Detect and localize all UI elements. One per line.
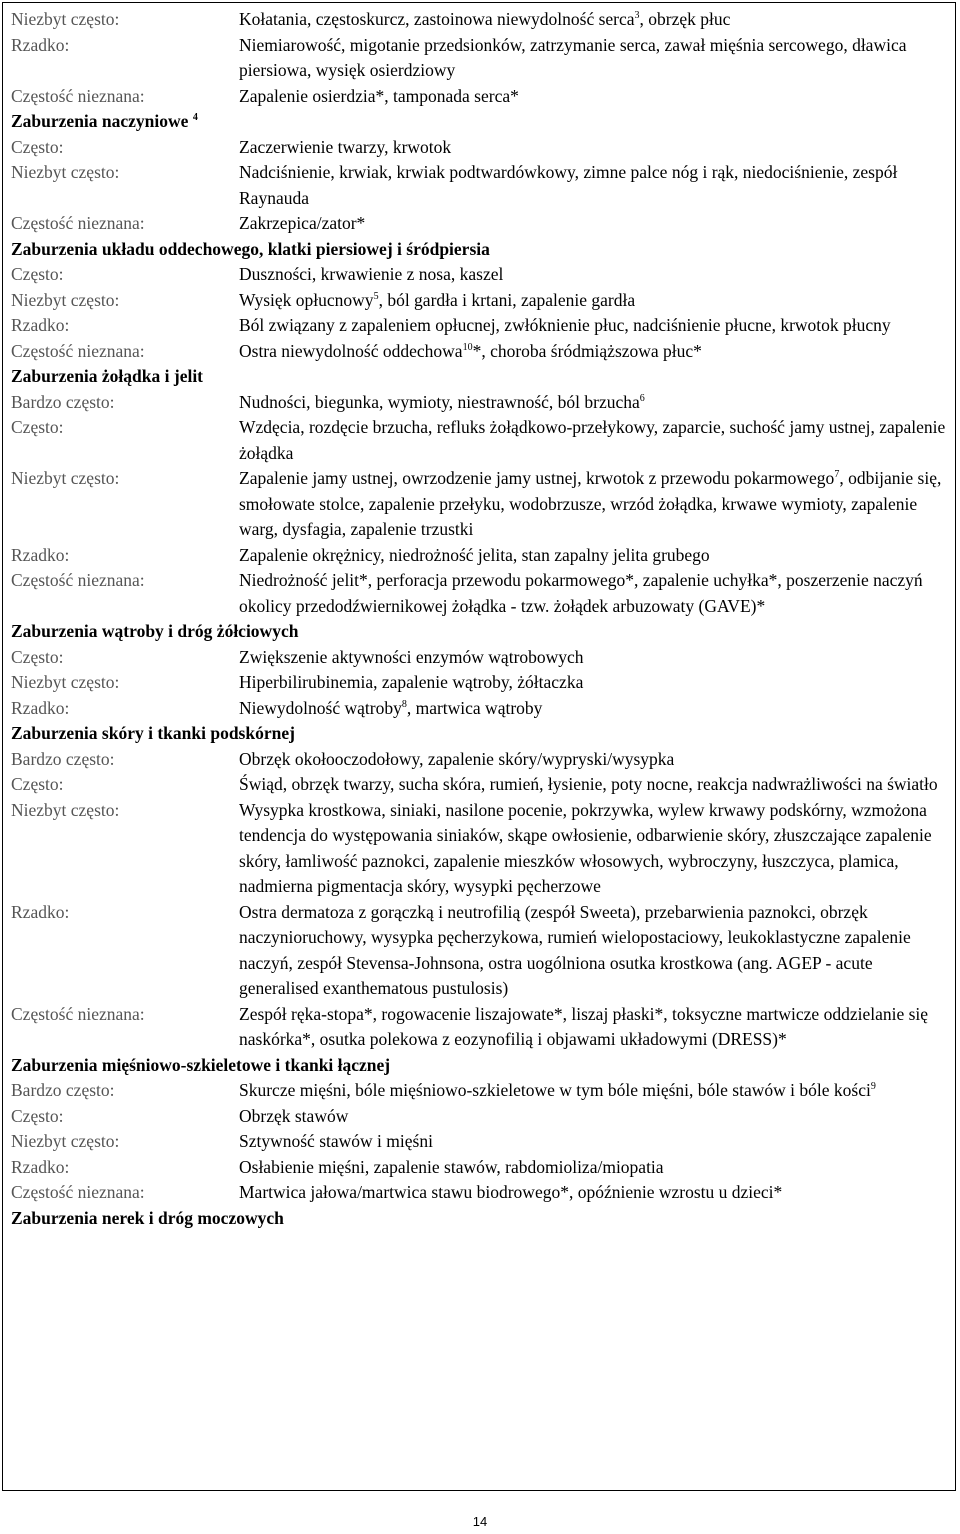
frequency-label: Rzadko: <box>11 315 70 335</box>
table-row <box>3 798 955 900</box>
table-row <box>3 1155 955 1181</box>
table-row <box>3 211 955 237</box>
reaction-description: Obrzęk okołooczodołowy, zapalenie skóry/wypryski/wysypka <box>239 748 675 769</box>
table-body <box>3 7 955 1231</box>
table-row <box>3 390 955 416</box>
category-heading: Zaburzenia nerek i dróg moczowych <box>11 1207 284 1228</box>
reaction-description: Zapalenie jamy ustnej, owrzodzenie jamy ustnej, krwotok z przewodu pokarmowego$^7$, odbijanie się, smołowate stolce, zapalenie przełyku, wodobrzusze, wrzód żołądka, krwawe wymioty, zapalenie warg, dysfagia, zapalenie trzustki <box>239 468 942 539</box>
category-heading: Zaburzenia żołądka i jelit <box>11 366 204 386</box>
document-table <box>2 2 956 1491</box>
table-row <box>3 900 955 1002</box>
table-row <box>3 670 955 696</box>
frequency-label: Często: <box>11 774 64 794</box>
table-row <box>3 160 955 211</box>
table-row <box>3 543 955 569</box>
frequency-label: Rzadko: <box>11 1156 70 1177</box>
table-row <box>3 1180 955 1206</box>
table-row <box>3 645 955 671</box>
footnote-ref: 7 <box>834 469 840 481</box>
footnote-ref: 5 <box>373 290 379 302</box>
category-heading: Zaburzenia układu oddechowego, klatki piersiowej i śródpiersia <box>11 238 490 259</box>
table-row <box>3 84 955 110</box>
reaction-description: Zwiększenie aktywności enzymów wątrobowych <box>239 646 584 667</box>
table-row <box>3 1104 955 1130</box>
reaction-description: Zapalenie okrężnicy, niedrożność jelita, stan zapalny jelita grubego <box>239 544 710 565</box>
reaction-description: Nadciśnienie, krwiak, krwiak podtwardówkowy, zimne palce nóg i rąk, niedociśnienie, zespół Raynauda <box>239 162 898 208</box>
reaction-description: Hiperbilirubinemia, zapalenie wątroby, żółtaczka <box>239 672 584 692</box>
table-row <box>3 772 955 798</box>
table-row <box>3 288 955 314</box>
reaction-description: Ostra dermatoza z gorączką i neutrofilią (zespół Sweeta), przebarwienia paznokci, obrzęk naczynioruchowy, wysypka pęcherzykowa, rumień wielopostaciowy, leukoklastyczne zapalenie naczyń, zespół Stevensa-Johnsona, ostra uogólniona osutka krostkowa (ang. AGEP - acute generalised exanthematous pustulosis) <box>239 901 911 998</box>
frequency-label: Często: <box>11 1105 64 1126</box>
footnote-ref: 10 <box>462 341 473 353</box>
reaction-description: Obrzęk stawów <box>239 1105 349 1126</box>
reaction-description: Kołatania, częstoskurcz, zastoinowa niewydolność serca$^3$, obrzęk płuc <box>239 9 731 29</box>
table-row <box>3 7 955 33</box>
frequency-label: Niezbyt często: <box>11 1131 120 1151</box>
frequency-label: Niezbyt często: <box>11 289 120 310</box>
category-heading: Zaburzenia naczyniowe $^4$ <box>11 111 198 131</box>
frequency-label: Częstość nieznana: <box>11 213 145 233</box>
frequency-label: Często: <box>11 136 64 157</box>
frequency-label: Często: <box>11 264 64 284</box>
frequency-label: Niezbyt często: <box>11 162 120 182</box>
frequency-label: Rzadko: <box>11 34 70 55</box>
category-heading: Zaburzenia mięśniowo-szkieletowe i tkanki łącznej <box>11 1054 391 1075</box>
table-row <box>3 1129 955 1155</box>
table-row <box>3 339 955 365</box>
category-heading: Zaburzenia wątroby i dróg żółciowych <box>11 621 299 641</box>
frequency-label: Częstość nieznana: <box>11 1182 145 1202</box>
reaction-description: Duszności, krwawienie z nosa, kaszel <box>239 264 504 284</box>
reaction-description: Niewydolność wątroby$^8$, martwica wątroby <box>239 697 543 718</box>
table-row <box>3 135 955 161</box>
frequency-label: Rzadko: <box>11 901 70 922</box>
reaction-description: Ból związany z zapaleniem opłucnej, zwłóknienie płuc, nadciśnienie płucne, krwotok płucny <box>239 315 891 335</box>
reaction-description: Zapalenie osierdzia*, tamponada serca* <box>239 85 519 106</box>
frequency-label: Rzadko: <box>11 697 70 718</box>
frequency-label: Często: <box>11 417 64 437</box>
reaction-description: Wysięk opłucnowy$^5$, ból gardła i krtani, zapalenie gardła <box>239 289 636 310</box>
reaction-description: Zespół ręka-stopa*, rogowacenie liszajowate*, liszaj płaski*, toksyczne martwicze oddzielanie się naskórka*, osutka polekowa z eozynofilią i objawami układowymi (DRESS)* <box>239 1003 929 1049</box>
table-row <box>3 747 955 773</box>
table-row <box>3 262 955 288</box>
frequency-label: Często: <box>11 646 64 667</box>
reaction-description: Ostra niewydolność oddechowa$^{10}$*, choroba śródmiąższowa płuc* <box>239 340 702 361</box>
reaction-description: Niemiarowość, migotanie przedsionków, zatrzymanie serca, zawał mięśnia sercowego, dławica piersiowa, wysięk osierdziowy <box>239 34 907 80</box>
footnote-ref: 8 <box>401 698 407 710</box>
footnote-ref: 6 <box>639 392 645 404</box>
table-row <box>3 415 955 466</box>
table-row <box>3 313 955 339</box>
category-heading: Zaburzenia skóry i tkanki podskórnej <box>11 723 295 743</box>
footnote-ref: 4 <box>192 112 198 124</box>
reaction-description: Zaczerwienie twarzy, krwotok <box>239 136 452 157</box>
table-row <box>3 1002 955 1053</box>
frequency-label: Częstość nieznana: <box>11 340 145 361</box>
reaction-description: Wzdęcia, rozdęcie brzucha, refluks żołądkowo-przełykowy, zaparcie, suchość jamy ustnej, zapalenie żołądka <box>239 417 946 463</box>
frequency-label: Częstość nieznana: <box>11 1003 145 1024</box>
frequency-label: Niezbyt często: <box>11 468 120 488</box>
frequency-label: Bardzo często: <box>11 391 115 412</box>
reaction-description: Zakrzepica/zator* <box>239 213 366 233</box>
table-row <box>3 33 955 84</box>
reaction-description: Wysypka krostkowa, siniaki, nasilone pocenie, pokrzywka, wylew krwawy podskórny, wzmożona tendencja do występowania siniaków, skąpe owłosienie, odbarwienie skóry, złuszczające zapalenie skóry, łamliwość paznokci, zapalenie mieszków włosowych, wybroczyny, łuszczyca, plamica, nadmierna pigmentacja skóry, wysypki pęcherzowe <box>239 799 932 896</box>
reaction-description: Martwica jałowa/martwica stawu biodrowego*, opóźnienie wzrostu u dzieci* <box>239 1182 783 1202</box>
frequency-label: Częstość nieznana: <box>11 85 145 106</box>
frequency-label: Niezbyt często: <box>11 799 120 820</box>
table-row <box>3 466 955 543</box>
frequency-label: Częstość nieznana: <box>11 570 145 590</box>
reaction-description: Sztywność stawów i mięśni <box>239 1131 433 1151</box>
frequency-label: Rzadko: <box>11 544 70 565</box>
reaction-description: Osłabienie mięśni, zapalenie stawów, rabdomioliza/miopatia <box>239 1156 664 1177</box>
table-row <box>3 568 955 619</box>
frequency-label: Bardzo często: <box>11 1080 115 1100</box>
footnote-ref: 3 <box>634 10 640 22</box>
frequency-label: Bardzo często: <box>11 748 115 769</box>
reaction-description: Świąd, obrzęk twarzy, sucha skóra, rumień, łysienie, poty nocne, reakcja nadwrażliwości na światło <box>239 774 938 794</box>
footnote-ref: 9 <box>870 1081 876 1093</box>
reaction-description: Nudności, biegunka, wymioty, niestrawność, ból brzucha$^6$ <box>239 391 645 412</box>
frequency-label: Niezbyt często: <box>11 672 120 692</box>
table-row <box>3 1078 955 1104</box>
reaction-description: Skurcze mięśni, bóle mięśniowo-szkieletowe w tym bóle mięśni, bóle stawów i bóle kości$^9$ <box>239 1080 876 1100</box>
table-row <box>3 696 955 722</box>
page-number: 14 <box>472 1514 488 1529</box>
reaction-description: Niedrożność jelit*, perforacja przewodu pokarmowego*, zapalenie uchyłka*, poszerzenie naczyń okolicy przedodźwiernikowej żołądka - tzw. żołądek arbuzowaty (GAVE)* <box>239 570 923 616</box>
frequency-label: Niezbyt często: <box>11 9 120 29</box>
